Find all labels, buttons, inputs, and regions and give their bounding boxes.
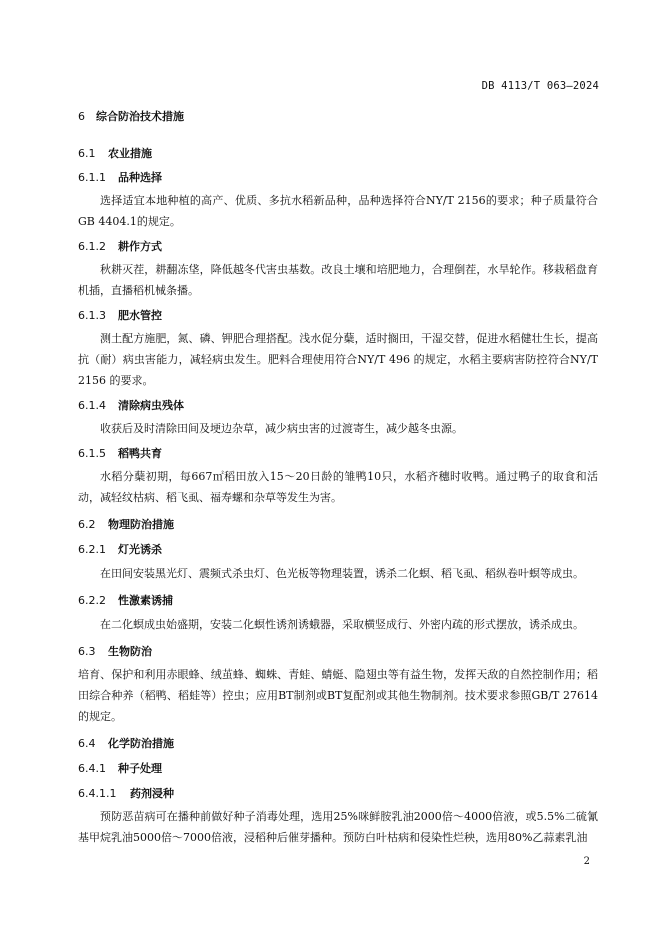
paragraph-6-2-2: 在二化螟成虫始盛期，安装二化螟性诱剂诱蛾器，采取横竖成行、外密内疏的形式摆放，诱杀成虫。 [100,618,584,631]
heading-6-3: 6.3 生物防治 [78,645,152,658]
paragraph-6-1-5: 水稻分蘖初期，每667㎡稻田放入15～20日龄的雏鸭10只，水稻齐穗时收鸭。通过鸭子的取食和活动，减轻纹枯病、稻飞虱、福寿螺和杂草等发生为害。 [78,470,598,504]
paragraph-6-1-1: 选择适宜本地种植的高产、优质、多抗水稻新品种，品种选择符合NY/T 2156的要求；种子质量符合GB 4404.1的规定。 [78,194,598,228]
heading-6-2-2: 6.2.2 性激素诱捕 [78,594,173,607]
heading-6-1: 6.1 农业措施 [78,147,152,160]
paragraph-6-1-4: 收获后及时清除田间及埂边杂草，减少病虫害的过渡寄生，减少越冬虫源。 [100,422,463,435]
heading-6-1-3: 6.1.3 肥水管控 [78,309,162,322]
heading-6-2: 6.2 物理防治措施 [78,518,174,531]
heading-6: 6 综合防治技术措施 [78,110,184,123]
heading-6-1-2: 6.1.2 耕作方式 [78,240,162,253]
heading-6-4: 6.4 化学防治措施 [78,737,174,750]
paragraph-6-2-1: 在田间安装黑光灯、震频式杀虫灯、色光板等物理装置，诱杀二化螟、稻飞虱、稻纵卷叶螟等成虫。 [100,567,584,580]
heading-6-4-1: 6.4.1 种子处理 [78,762,162,775]
document-code: DB 4113/T 063—2024 [481,80,599,92]
paragraph-6-1-3: 测土配方施肥，氮、磷、钾肥合理搭配。浅水促分蘖，适时搁田，干湿交替，促进水稻健壮生长，提高抗（耐）病虫害能力，减轻病虫发生。肥料合理使用符合NY/T 496 的规定，水稻主要病害防控符合NY/T 2156 的要求。 [78,332,598,387]
paragraph-6-3: 培育、保护和利用赤眼蜂、绒茧蜂、蜘蛛、青蛙、蜻蜓、隐翅虫等有益生物，发挥天敌的自然控制作用；稻田综合种养（稻鸭、稻蛙等）控虫；应用BT制剂或BT复配剂或其他生物制剂。技术要求参照GB/T 27614 的规定。 [78,668,598,723]
heading-6-1-1: 6.1.1 品种选择 [78,171,162,184]
heading-6-4-1-1: 6.4.1.1 药剂浸种 [78,787,174,800]
heading-6-1-4: 6.1.4 清除病虫残体 [78,399,184,412]
heading-6-2-1: 6.2.1 灯光诱杀 [78,543,162,556]
heading-6-1-5: 6.1.5 稻鸭共育 [78,447,162,460]
page-number: 2 [583,856,590,867]
paragraph-6-1-2: 秋耕灭茬，耕翻冻垡，降低越冬代害虫基数。改良土壤和培肥地力，合理倒茬，水旱轮作。移栽稻盘育机插，直播稻机械条播。 [78,263,598,297]
paragraph-6-4-1-1: 预防恶苗病可在播种前做好种子消毒处理，选用25%咪鲜胺乳油2000倍～4000倍液，或5.5%二硫氰基甲烷乳油5000倍～7000倍液，浸稻种后催芽播种。预防白叶枯病和侵染性烂秧，选用80%乙蒜素乳油 [78,810,598,844]
